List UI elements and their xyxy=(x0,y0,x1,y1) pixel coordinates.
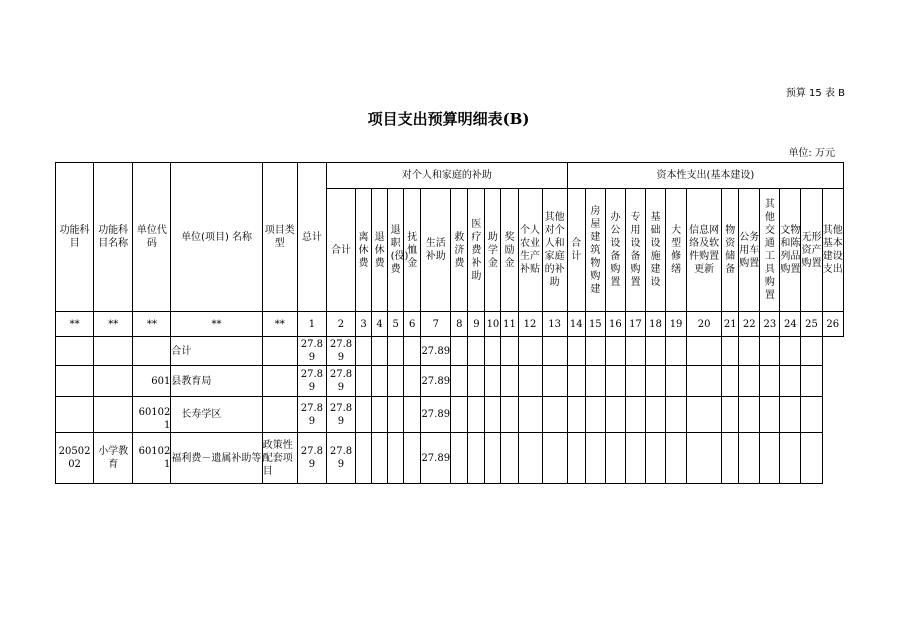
cell-p-total: 27.89 xyxy=(326,366,355,397)
header-repair: 大型修缮 xyxy=(666,189,687,312)
header-building: 房屋建筑物购建 xyxy=(585,189,605,312)
header-medical: 医疗费补助 xyxy=(468,189,485,312)
index-cell: ** xyxy=(133,312,171,337)
header-cultural: 文物和陈列品购置 xyxy=(780,189,801,312)
cell-project-type xyxy=(262,366,297,397)
header-it: 信息网络及软件购置更新 xyxy=(687,189,722,312)
index-cell: 25 xyxy=(801,312,822,337)
index-cell: 22 xyxy=(739,312,760,337)
index-cell: 17 xyxy=(625,312,645,337)
index-cell: 18 xyxy=(645,312,665,337)
cell-unit-name: 合计 xyxy=(171,337,262,366)
header-reward: 奖励金 xyxy=(501,189,518,312)
cell-unit-name: 县教育局 xyxy=(171,366,262,397)
index-cell: 11 xyxy=(501,312,518,337)
header-other-personal: 其他对个人和家庭的补助 xyxy=(542,189,567,312)
page-title: 项目支出预算明细表(B) xyxy=(367,110,530,128)
header-reserve: 物资储备 xyxy=(722,189,739,312)
index-cell: ** xyxy=(94,312,133,337)
index-cell: ** xyxy=(171,312,262,337)
cell-p-total: 27.89 xyxy=(326,397,355,433)
header-infra: 基础设施建设 xyxy=(645,189,665,312)
header-resign: 退职(役)费 xyxy=(388,189,404,312)
index-cell: 13 xyxy=(542,312,567,337)
cell-func-code: 2050202 xyxy=(56,433,94,484)
header-c-total: 合计 xyxy=(567,189,585,312)
header-car: 公务用车购置 xyxy=(739,189,760,312)
index-row xyxy=(56,312,844,337)
cell-total: 27.89 xyxy=(297,433,326,484)
header-total: 总计 xyxy=(297,163,326,312)
cell-unit-code: 601021 xyxy=(133,433,171,484)
cell-func-name xyxy=(94,337,133,366)
index-cell: 5 xyxy=(388,312,404,337)
index-cell: 1 xyxy=(297,312,326,337)
header-retire-tui: 退休费 xyxy=(372,189,388,312)
header-retire-li: 离休费 xyxy=(356,189,372,312)
cell-unit-name: 福利费－遗属补助等 xyxy=(171,433,262,484)
index-cell: 26 xyxy=(822,312,843,337)
index-cell: 4 xyxy=(372,312,388,337)
header-p-total: 合计 xyxy=(326,189,355,312)
header-special: 专用设备购置 xyxy=(625,189,645,312)
header-group-personal: 对个人和家庭的补助 xyxy=(326,163,567,189)
table-row xyxy=(56,366,844,397)
index-cell: 10 xyxy=(485,312,501,337)
header-study: 助学金 xyxy=(485,189,501,312)
index-cell: 3 xyxy=(356,312,372,337)
header-func-code: 功能科目 xyxy=(56,163,94,312)
index-cell: 21 xyxy=(722,312,739,337)
cell-func-code xyxy=(56,366,94,397)
cell-project-type xyxy=(262,337,297,366)
cell-p-total: 27.89 xyxy=(326,337,355,366)
budget-table xyxy=(55,162,844,484)
header-relief: 救济费 xyxy=(451,189,468,312)
header-unit-name: 单位(项目) 名称 xyxy=(171,163,262,312)
index-cell: 15 xyxy=(585,312,605,337)
header-farmer: 个人农业生产补贴 xyxy=(518,189,542,312)
cell-total: 27.89 xyxy=(297,337,326,366)
cell-project-type xyxy=(262,397,297,433)
header-func-name: 功能科目名称 xyxy=(94,163,133,312)
header-group-capital: 资本性支出(基本建设) xyxy=(567,163,843,189)
cell-living: 27.89 xyxy=(421,397,451,433)
cell-project-type: 政策性配套项目 xyxy=(262,433,297,484)
cell-func-name xyxy=(94,366,133,397)
index-cell: 24 xyxy=(780,312,801,337)
index-cell: 20 xyxy=(687,312,722,337)
cell-unit-code: 601021 xyxy=(133,397,171,433)
cell-func-name xyxy=(94,397,133,433)
cell-func-code xyxy=(56,337,94,366)
header-pension: 抚恤金 xyxy=(404,189,421,312)
cell-p-total: 27.89 xyxy=(326,433,355,484)
index-cell: 12 xyxy=(518,312,542,337)
header-other-capital: 其他基本建设支出 xyxy=(822,189,843,312)
header-group-row xyxy=(56,163,844,189)
cell-living: 27.89 xyxy=(421,337,451,366)
header-unit-code: 单位代码 xyxy=(133,163,171,312)
cell-total: 27.89 xyxy=(297,366,326,397)
table-code-label: 预算 15 表 B xyxy=(785,88,845,99)
cell-unit-code: 601 xyxy=(133,366,171,397)
unit-label: 单位: 万元 xyxy=(788,148,835,159)
cell-living: 27.89 xyxy=(421,433,451,484)
table-row xyxy=(56,337,844,366)
header-project-type: 项目类型 xyxy=(262,163,297,312)
cell-unit-name: 长寿学区 xyxy=(171,397,262,433)
index-cell: 2 xyxy=(326,312,355,337)
index-cell: 14 xyxy=(567,312,585,337)
index-cell: 19 xyxy=(666,312,687,337)
index-cell: 23 xyxy=(760,312,780,337)
index-cell: 16 xyxy=(605,312,625,337)
table-row xyxy=(56,433,844,484)
cell-total: 27.89 xyxy=(297,397,326,433)
cell-func-name: 小学教育 xyxy=(94,433,133,484)
cell-func-code xyxy=(56,397,94,433)
header-transport: 其他交通工具购置 xyxy=(760,189,780,312)
cell-living: 27.89 xyxy=(421,366,451,397)
cell-unit-code xyxy=(133,337,171,366)
table-row xyxy=(56,397,844,433)
index-cell: ** xyxy=(262,312,297,337)
index-cell: 6 xyxy=(404,312,421,337)
header-intangible: 无形资产购置 xyxy=(801,189,822,312)
index-cell: ** xyxy=(56,312,94,337)
header-living: 生活补助 xyxy=(421,189,451,312)
index-cell: 9 xyxy=(468,312,485,337)
index-cell: 7 xyxy=(421,312,451,337)
header-office: 办公设备购置 xyxy=(605,189,625,312)
index-cell: 8 xyxy=(451,312,468,337)
